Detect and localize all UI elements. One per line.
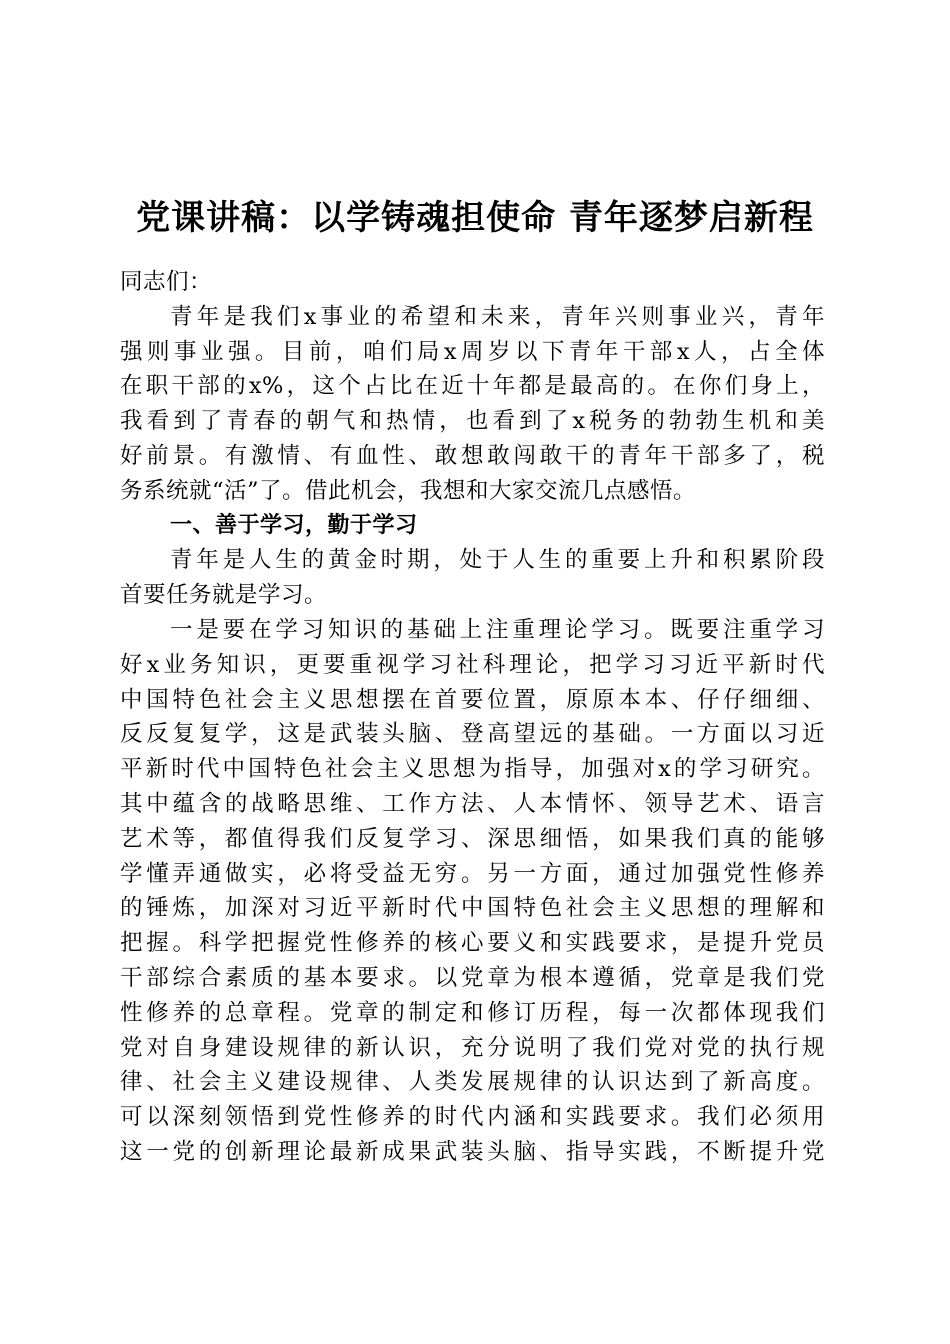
body-line: 中国特色社会主义思想摆在首要位置，原原本本、仔仔细细、: [120, 686, 825, 713]
paragraph-last-line: 首要任务就是学习。: [120, 582, 328, 609]
body-line: 好x业务知识，更要重视学习社科理论，把学习习近平新时代: [120, 651, 825, 678]
body-line: 的锤炼，加深对习近平新时代中国特色社会主义思想的理解和: [120, 895, 825, 922]
paragraph-first-line: 青年是我们x事业的希望和未来，青年兴则事业兴，青年: [170, 303, 825, 330]
body-line: 党对自身建设规律的新认识，充分说明了我们党对党的执行规: [120, 1034, 825, 1061]
body-line: 把握。科学把握党性修养的核心要义和实践要求，是提升党员: [120, 930, 825, 957]
document-title: 党课讲稿：以学铸魂担使命 青年逐梦启新程: [136, 198, 814, 238]
body-line: 可以深刻领悟到党性修养的时代内涵和实践要求。我们必须用: [120, 1104, 825, 1131]
body-line: 我看到了青春的朝气和热情，也看到了x税务的勃勃生机和美: [120, 408, 825, 435]
paragraph-first-line: 青年是人生的黄金时期，处于人生的重要上升和积累阶段: [170, 547, 825, 574]
body-line: 其中蕴含的战略思维、工作方法、人本情怀、领导艺术、语言: [120, 790, 825, 817]
body-line: 强则事业强。目前，咱们局x周岁以下青年干部x人，占全体: [120, 338, 825, 365]
document-body: [120, 265, 825, 1170]
body-line: 好前景。有激情、有血性、敢想敢闯敢干的青年干部多了，税: [120, 442, 825, 469]
body-line: 干部综合素质的基本要求。以党章为根本遵循，党章是我们党: [120, 964, 825, 991]
body-line: 反反复复学，这是武装头脑、登高望远的基础。一方面以习近: [120, 721, 825, 748]
body-line: 性修养的总章程。党章的制定和修订历程，每一次都体现我们: [120, 999, 825, 1026]
body-line: 律、社会主义建设规律、人类发展规律的认识达到了新高度。: [120, 1069, 825, 1096]
body-line: 学懂弄通做实，必将受益无穷。另一方面，通过加强党性修养: [120, 860, 825, 887]
body-line: 这一党的创新理论最新成果武装头脑、指导实践，不断提升党: [120, 1138, 825, 1165]
section-heading: 一、善于学习，勤于学习: [170, 512, 418, 538]
body-line: 平新时代中国特色社会主义思想为指导，加强对x的学习研究。: [120, 756, 825, 783]
salutation: 同志们：: [120, 269, 213, 295]
body-line: 艺术等，都值得我们反复学习、深思细悟，如果我们真的能够: [120, 825, 825, 852]
paragraph-first-line: 一是要在学习知识的基础上注重理论学习。既要注重学习: [170, 616, 825, 643]
body-line: 在职干部的x%，这个占比在近十年都是最高的。在你们身上，: [120, 373, 825, 400]
paragraph-last-line: 务系统就“活”了。借此机会，我想和大家交流几点感悟。: [120, 477, 697, 504]
